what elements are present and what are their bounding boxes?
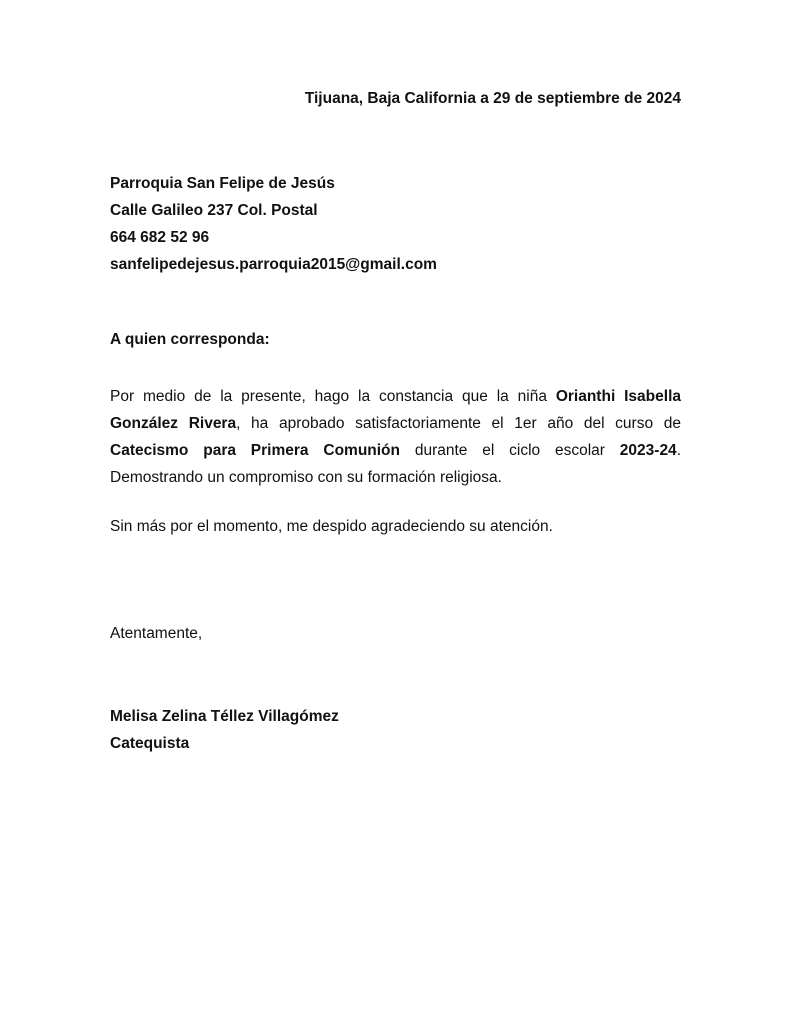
body-paragraph: [110, 383, 681, 491]
signer-name: Melisa Zelina Téllez Villagómez: [110, 708, 339, 725]
body-text-2: , ha aprobado satisfactoriamente el 1er año del curso de: [236, 415, 681, 432]
course-name: Catecismo para Primera Comunión: [110, 442, 400, 459]
body-text-3: durante el ciclo escolar: [400, 442, 620, 459]
signer-title: Catequista: [110, 735, 190, 752]
recipient-email: sanfelipedejesus.parroquia2015@gmail.com: [110, 256, 437, 273]
recipient-phone: 664 682 52 96: [110, 229, 210, 246]
school-year: 2023-24: [619, 442, 677, 459]
student-name: Orianthi Isabella González Rivera: [110, 388, 681, 432]
closing-paragraph: Sin más por el momento, me despido agradeciendo su atención.: [110, 518, 553, 535]
body-text-4: . Demostrando un compromiso con su formación religiosa.: [110, 442, 681, 486]
signature-block: [110, 703, 339, 757]
sign-off: Atentamente,: [110, 625, 203, 642]
recipient-block: [110, 170, 437, 278]
recipient-address: Calle Galileo 237 Col. Postal: [110, 202, 318, 219]
date-line: Tijuana, Baja California a 29 de septiembre de 2024: [304, 90, 681, 107]
salutation: A quien corresponda:: [110, 331, 270, 348]
recipient-name: Parroquia San Felipe de Jesús: [110, 175, 335, 192]
body-text-1: Por medio de la presente, hago la constancia que la niña: [110, 388, 556, 405]
